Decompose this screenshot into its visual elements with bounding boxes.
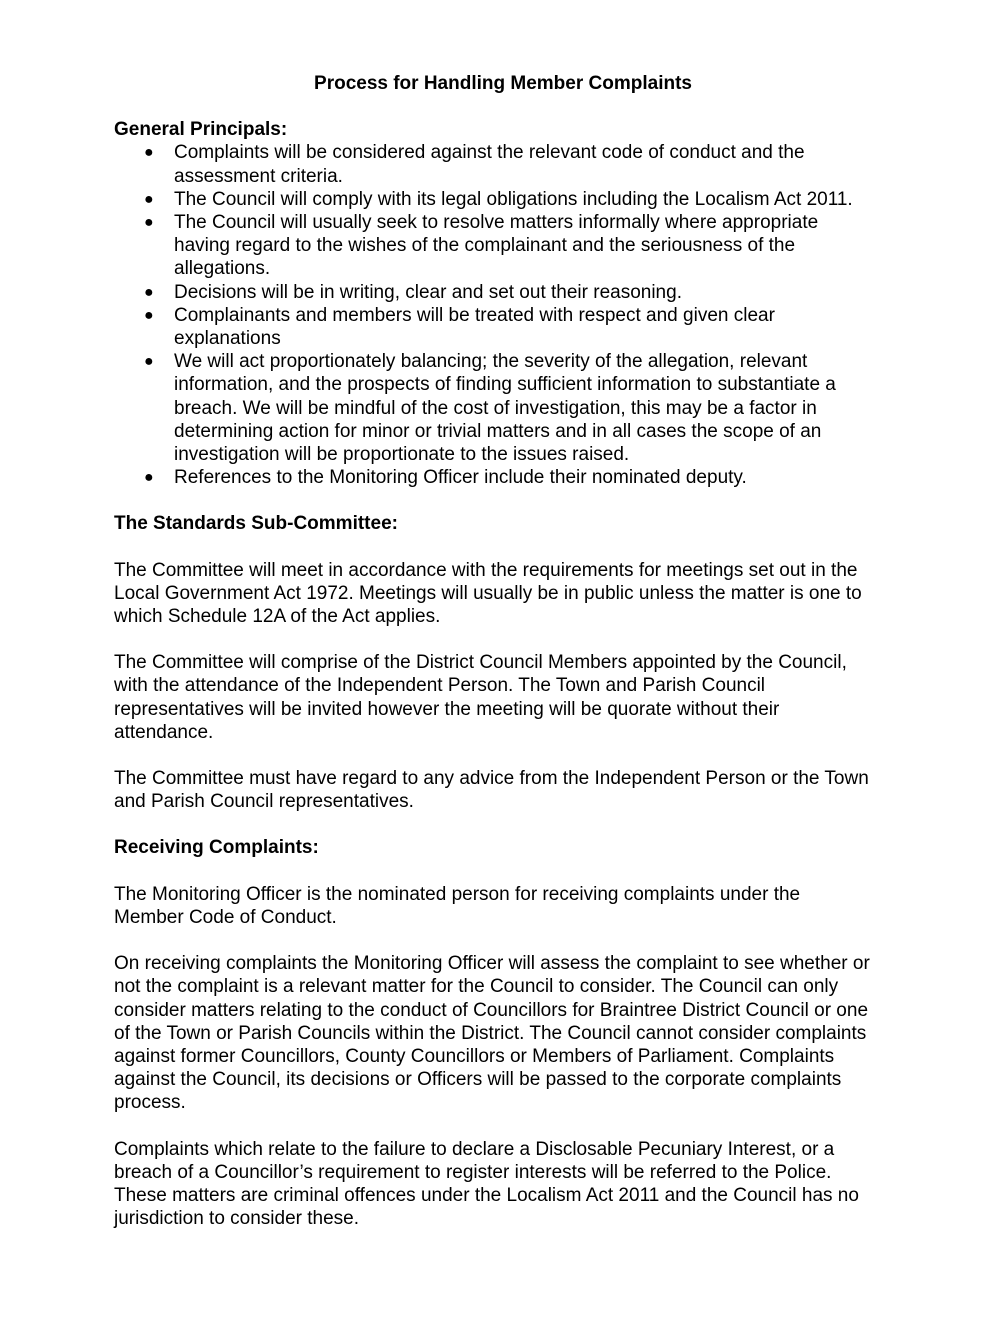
list-item xyxy=(114,466,874,489)
list-item-text: Complaints will be considered against the relevant code of conduct and the assessment criteria. xyxy=(174,142,805,187)
document-page xyxy=(114,72,874,1253)
list-item xyxy=(114,188,874,211)
document-title: Process for Handling Member Complaints xyxy=(314,73,692,94)
list-item xyxy=(114,281,874,304)
bullet-icon: ● xyxy=(144,190,154,208)
list-item xyxy=(114,141,874,187)
list-item xyxy=(114,304,874,350)
general-principals-heading: General Principals: xyxy=(114,119,288,141)
standards-paragraph: The Committee must have regard to any advice from the Independent Person or the Town and Parish Council representatives. xyxy=(114,768,869,813)
list-item-text: References to the Monitoring Officer include their nominated deputy. xyxy=(174,467,747,489)
receiving-paragraph: The Monitoring Officer is the nominated person for receiving complaints under the Member Code of Conduct. xyxy=(114,883,801,928)
receiving-paragraph: Complaints which relate to the failure to declare a Disclosable Pecuniary Interest, or a breach of a Councillor’s requirement to register interests will be referred to the Police. These matters are criminal offences under the Localism Act 2011 and the Council has no jurisdiction to consider these. xyxy=(114,1138,859,1230)
list-item-text: Complainants and members will be treated with respect and given clear explanations xyxy=(174,304,775,350)
standards-paragraph: The Committee will comprise of the District Council Members appointed by the Council, with the attendance of the Independent Person. The Town and Parish Council representatives will be invited however the meeting will be quorate without their attendance. xyxy=(114,652,847,743)
bullet-icon: ● xyxy=(144,283,154,301)
standards-paragraph: The Committee will meet in accordance with the requirements for meetings set out in the Local Government Act 1972. Meetings will usually be in public unless the matter is one to which Schedule 12A of the Act applies. xyxy=(114,559,862,628)
bullet-icon: ● xyxy=(144,353,154,371)
general-principals-list xyxy=(114,141,874,489)
list-item-text: The Council will comply with its legal obligations including the Localism Act 2011. xyxy=(174,188,853,210)
receiving-complaints-heading: Receiving Complaints: xyxy=(114,837,319,859)
list-item-text: We will act proportionately balancing; the severity of the allegation, relevant information, and the prospects of finding sufficient information to substantiate a breach. We will be mindful of the cost of investigation, this may be a factor in determining action for minor or trivial matters and in all cases the scope of an investigation will be proportionate to the issues raised. xyxy=(174,351,836,466)
standards-sub-committee-heading: The Standards Sub-Committee: xyxy=(114,513,398,535)
list-item xyxy=(114,211,874,281)
receiving-paragraph: On receiving complaints the Monitoring Officer will assess the complaint to see whether or not the complaint is a relevant matter for the Council to consider. The Council can only consider matters relating to the conduct of Councillors for Braintree District Council or one of the Town or Parish Councils within the District. The Council cannot consider complaints against former Councillors, County Councillors or Members of Parliament. Complaints against the Council, its decisions or Officers will be passed to the corporate complaints process. xyxy=(114,953,870,1114)
list-item-text: The Council will usually seek to resolve matters informally where appropriate having regard to the wishes of the complainant and the seriousness of the allegations. xyxy=(174,212,819,280)
bullet-icon: ● xyxy=(144,214,154,232)
bullet-icon: ● xyxy=(144,469,154,487)
list-item-text: Decisions will be in writing, clear and set out their reasoning. xyxy=(174,281,682,303)
bullet-icon: ● xyxy=(144,306,154,324)
list-item xyxy=(114,350,874,466)
bullet-icon: ● xyxy=(144,144,154,162)
